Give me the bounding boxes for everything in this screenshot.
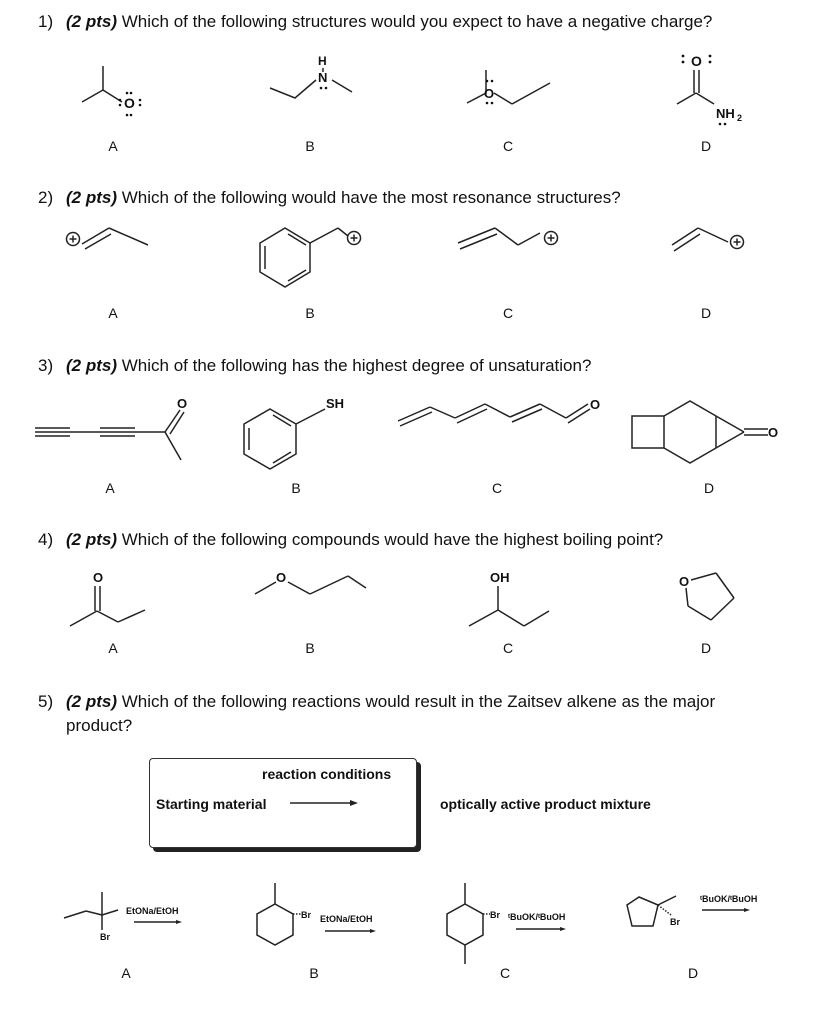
q1-structure-c [467,70,550,104]
choice-label-3c: C [491,480,503,496]
scheme-product: optically active product mixture [440,796,651,812]
q5-reaction-c [447,883,566,964]
q3c-oxygen: O [590,397,601,412]
q1b-hydrogen: H [318,54,327,68]
q3a-oxygen: O [177,396,188,411]
q5c-bromine: Br [490,910,501,920]
q1-structure-d [677,53,742,125]
choice-label-1b: B [305,138,315,154]
choice-label-2d: D [700,305,712,321]
choice-label-1d: D [700,138,712,154]
choice-label-2c: C [502,305,514,321]
q3b-thiol: SH [326,396,345,411]
choice-label-5a: A [121,965,131,981]
choice-label-1a: A [108,138,118,154]
choice-label-3b: B [291,480,301,496]
q5-reaction-a [64,892,182,942]
scheme-starting-material: Starting material [156,796,267,812]
q5-reaction-d [627,894,757,927]
q5d-bromine: Br [670,917,681,927]
q1a-oxygen: O [124,95,135,111]
q2-structure-d [672,228,744,251]
q5a-reagent: EtONa/EtOH [126,906,179,916]
q5c-reagent: ᵗBuOK/ᵗBuOH [508,912,566,922]
choice-label-2b: B [305,305,315,321]
q1d-amine-subscript: 2 [737,113,743,123]
choice-label-2a: A [108,305,118,321]
choice-label-5c: C [499,965,511,981]
choice-label-5d: D [687,965,699,981]
q1-structure-b [270,54,352,98]
q4a-oxygen: O [93,570,104,585]
scheme-arrow [290,800,358,806]
choice-label-5b: B [309,965,319,981]
q5a-bromine: Br [100,932,111,942]
q1d-amine: NH [716,106,735,121]
question-1: 1) (2 pts) Which of the following structures would you expect to have a negative charge? [38,12,713,31]
q3-structure-b [244,396,344,469]
q5d-reagent: ᵗBuOK/ᵗBuOH [700,894,758,904]
q4-structure-c [469,570,549,626]
q3-structure-c [398,397,600,426]
scheme-conditions: reaction conditions [262,766,392,782]
q4d-oxygen: O [679,574,690,589]
choice-label-4a: A [108,640,118,656]
choice-label-3d: D [703,480,715,496]
q3-structure-d [632,401,778,463]
q1-structure-a [82,66,141,116]
question-4: 4) (2 pts) Which of the following compounds would have the highest boiling point? [38,530,664,549]
choice-label-4b: B [305,640,315,656]
question-2: 2) (2 pts) Which of the following would have the most resonance structures? [38,188,621,207]
q4-structure-d [679,573,734,620]
choice-label-3a: A [105,480,115,496]
q4b-oxygen: O [276,570,287,585]
q5b-bromine: Br [301,910,312,920]
q2-structure-a [67,228,149,249]
question-3: 3) (2 pts) Which of the following has the highest degree of unsaturation? [38,356,592,375]
q4-structure-a [70,570,145,626]
q2-structure-c [458,228,558,249]
q4-structure-b [255,570,366,594]
choice-label-1c: C [502,138,514,154]
choice-label-4c: C [502,640,514,656]
q3-structure-a [35,396,187,460]
q1b-nitrogen: N [318,70,328,85]
q1d-oxygen: O [691,53,702,69]
q2-structure-b [260,228,361,287]
q5-reaction-b [257,883,376,945]
q3d-oxygen: O [768,425,779,440]
q5b-reagent: EtONa/EtOH [320,914,373,924]
q1c-oxygen: O [484,86,495,101]
choice-label-4d: D [700,640,712,656]
question-5: 5) (2 pts) Which of the following reactions would result in the Zaitsev alkene as the major product? [38,692,716,735]
q4c-hydroxyl: OH [490,570,510,585]
